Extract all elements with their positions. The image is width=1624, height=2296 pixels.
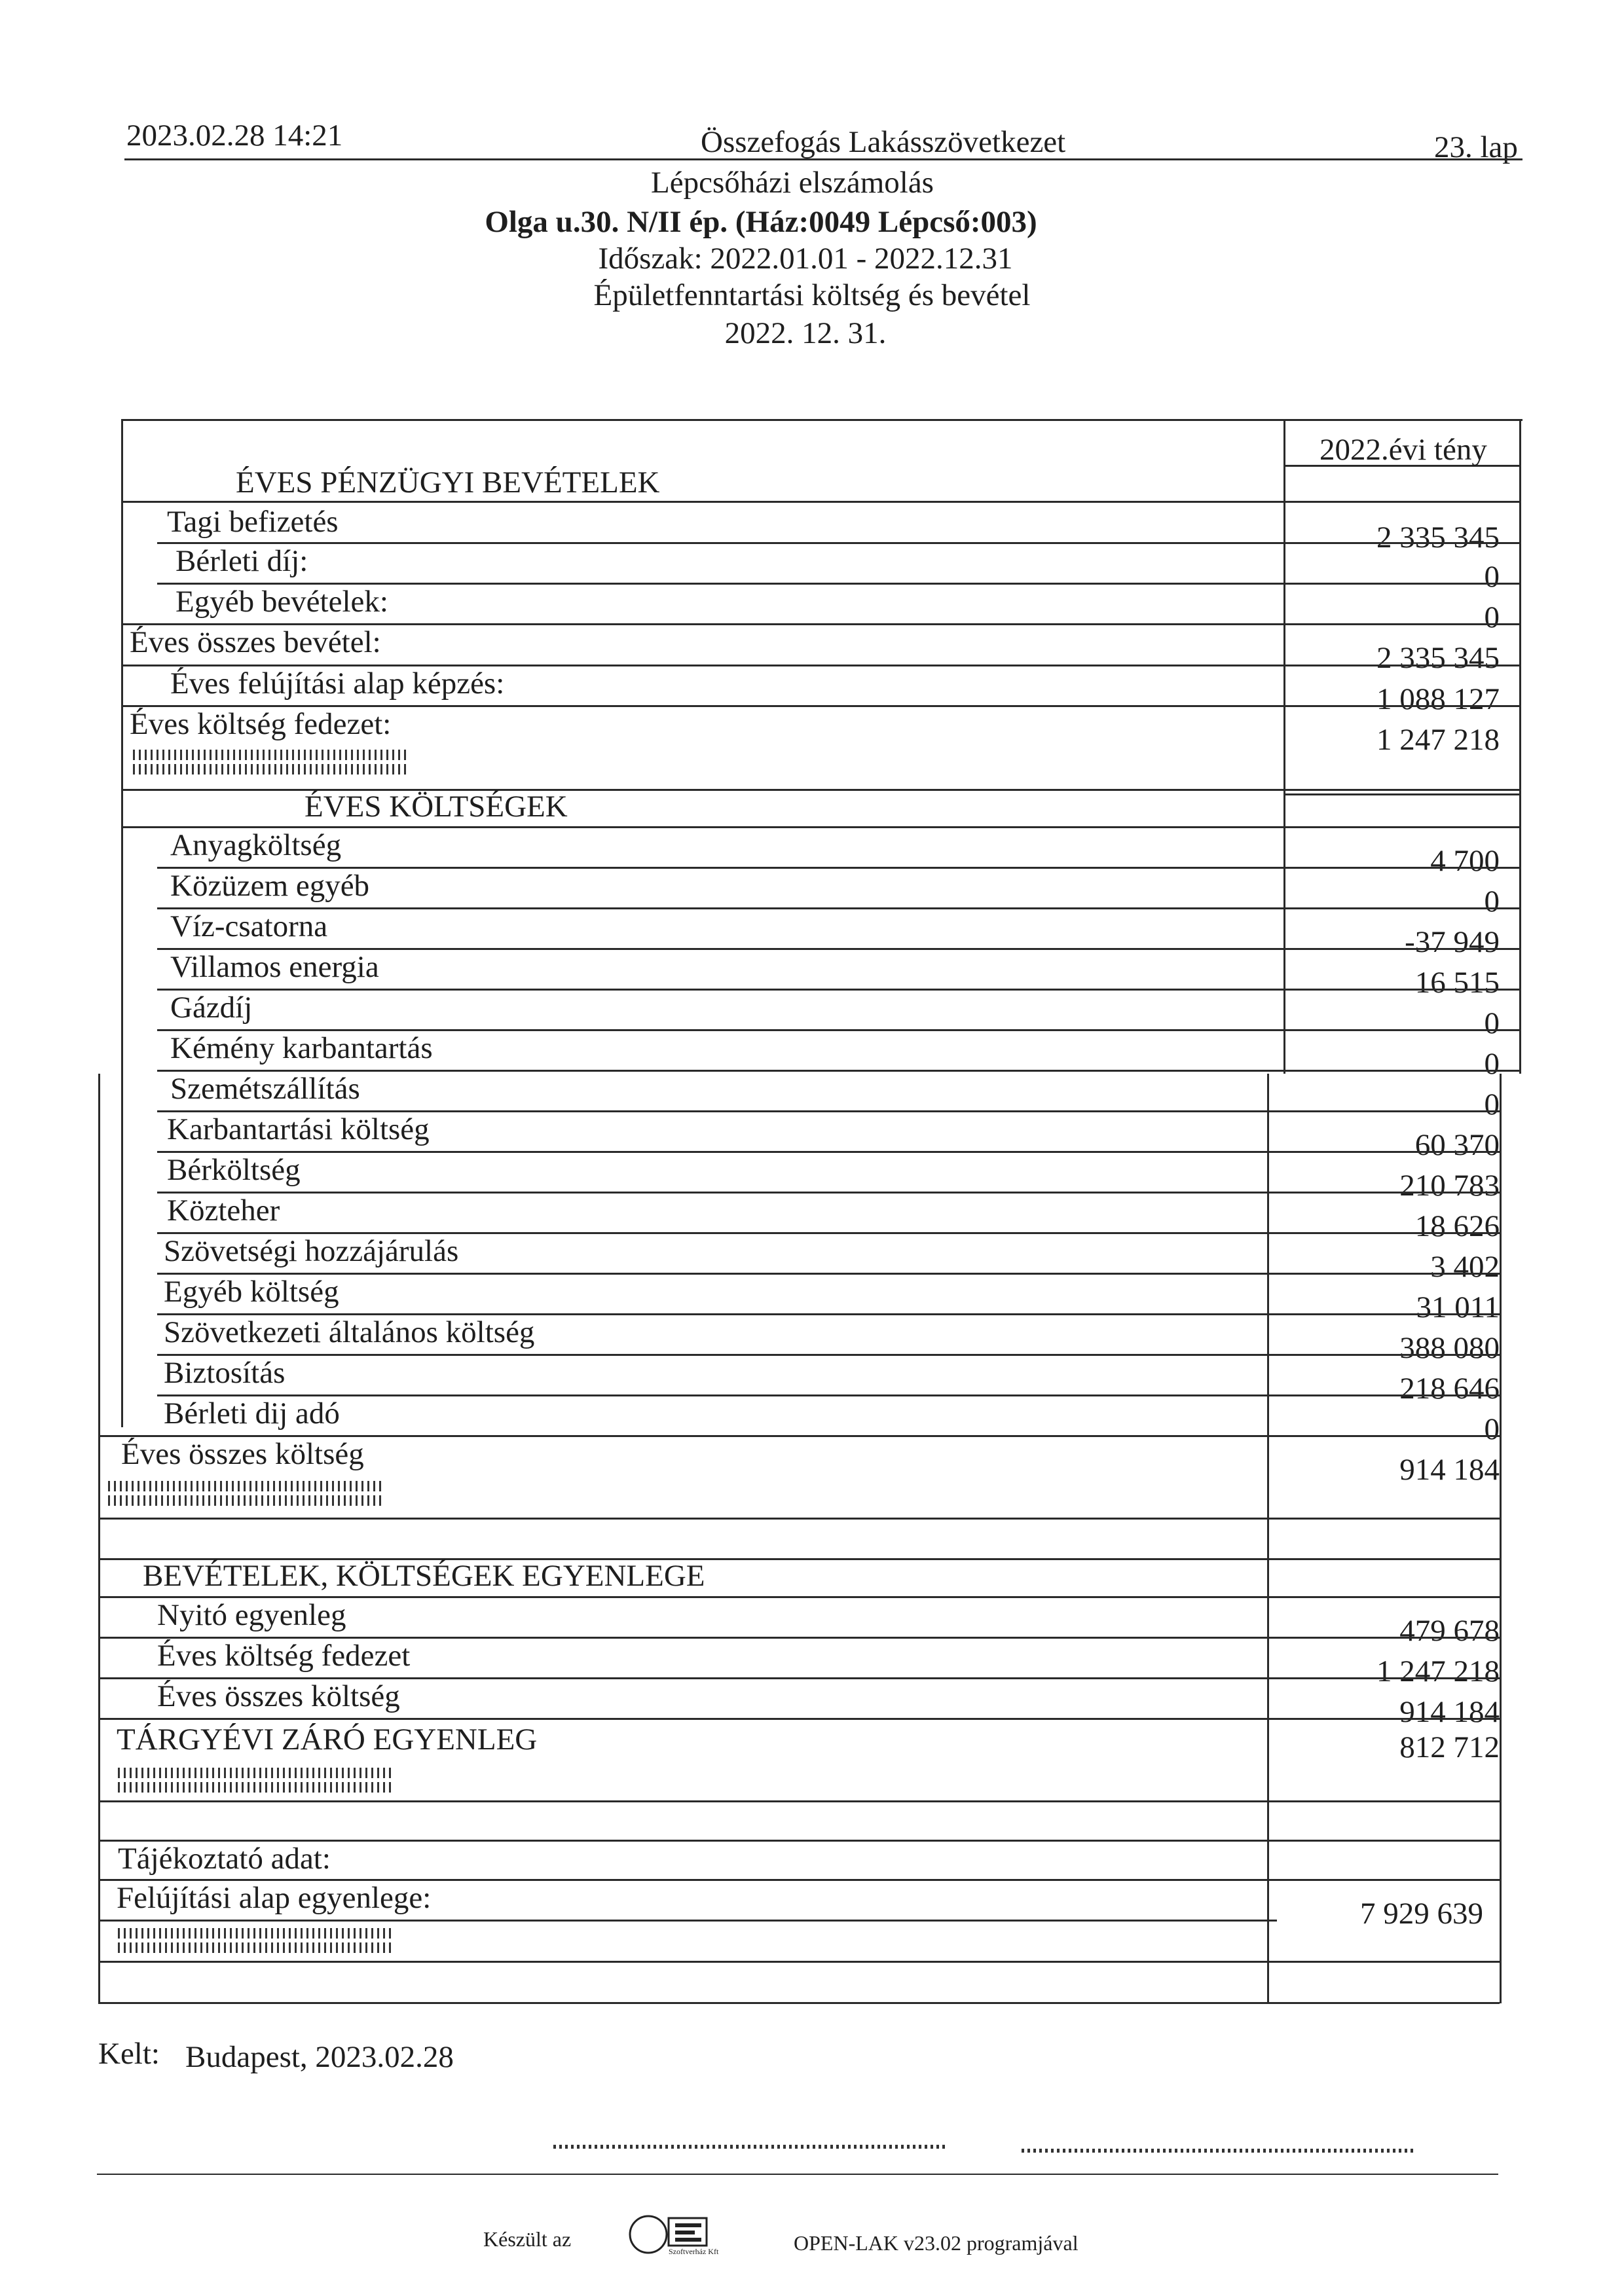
table-row [98,867,1500,919]
report-date: 2022. 12. 31. [724,316,887,350]
row-label: Bérköltség [167,1153,301,1187]
table-row [98,1151,1500,1203]
row-value: 18 626 [1414,1209,1500,1243]
table-row [98,1879,1500,1931]
row-label: Gázdíj [170,991,253,1025]
table-row [98,907,1500,959]
row-label: Éves összes költség [157,1679,400,1713]
table-row [98,1232,1500,1284]
row-value: 0 [1484,1412,1500,1446]
row-label: Kémény karbantartás [170,1031,433,1065]
row-value: 914 184 [1399,1695,1500,1729]
row-label: Egyéb költség [164,1275,339,1309]
table-row [98,503,1500,555]
row-value: 2 335 345 [1376,520,1500,555]
page-number: 23. lap [1434,130,1518,164]
tick-filler [118,1768,393,1794]
row-label: Egyéb bevételek: [175,585,388,619]
costs-title: ÉVES KÖLTSÉGEK [304,790,568,824]
row-value: 210 783 [1399,1169,1500,1203]
row-label: Szövetségi hozzájárulás [164,1234,459,1268]
footer-rule [97,2174,1498,2175]
table-row [98,989,1500,1040]
row-value: 0 [1484,1047,1500,1081]
row-value: 2 335 345 [1376,641,1500,675]
made-with-suffix: OPEN-LAK v23.02 programjával [794,2231,1079,2255]
row-label: Szemétszállítás [170,1072,360,1106]
tick-filler [118,1928,393,1954]
table-row [98,542,1500,594]
row-value: 4 700 [1430,844,1500,878]
row-value: 0 [1484,884,1500,919]
row-label: Éves összes költség [121,1437,364,1471]
open-logo [625,2213,743,2259]
print-datetime: 2023.02.28 14:21 [126,118,343,153]
row-value: 1 088 127 [1376,682,1500,716]
table-row [98,1110,1500,1162]
row-value: 7 929 639 [1360,1897,1483,1931]
row-label: Bérleti díj: [175,544,308,578]
table-row [98,1070,1500,1121]
row-value: 218 646 [1399,1372,1500,1406]
row-value: 31 011 [1416,1290,1500,1324]
row-value: 0 [1484,1006,1500,1040]
row-value: 914 184 [1399,1453,1500,1487]
signature-line-left [553,2145,946,2149]
row-value: 0 [1484,600,1500,634]
table-row [98,1394,1500,1446]
income-title: ÉVES PÉNZÜGYI BEVÉTELEK [236,465,660,500]
table-row [98,1435,1500,1487]
row-label: Éves felújítási alap képzés: [170,666,505,701]
tick-filler [108,1481,383,1507]
table-row [98,948,1500,1000]
row-value: 1 247 218 [1376,723,1500,757]
table-row [98,583,1500,634]
column-header: 2022.évi tény [1320,433,1487,467]
signature-line-right [1022,2149,1414,2153]
table-row [98,1313,1500,1365]
table-row [98,1273,1500,1324]
kelt-value: Budapest, 2023.02.28 [185,2040,454,2074]
row-label: Felújítási alap egyenlege: [117,1881,432,1915]
table-row [98,1029,1500,1081]
info-title: Tájékoztató adat: [118,1842,331,1876]
table-row [98,1637,1500,1688]
row-label: Víz-csatorna [170,909,328,943]
row-value: 3 402 [1430,1250,1500,1284]
table-row [98,705,1500,757]
row-label: Biztosítás [164,1356,286,1390]
tick-filler [133,750,408,776]
row-label: Tagi befizetés [167,505,339,539]
row-label: Éves összes bevétel: [130,625,381,659]
header-rule [124,158,1522,160]
table-row [98,1718,1500,1764]
row-value: 0 [1484,1087,1500,1121]
row-label: Közüzem egyéb [170,869,370,903]
row-label: Nyitó egyenleg [157,1598,346,1632]
row-label: Villamos energia [170,950,379,984]
row-value: 60 370 [1414,1128,1500,1162]
row-value: 388 080 [1399,1331,1500,1365]
balance-title: BEVÉTELEK, KÖLTSÉGEK EGYENLEGE [143,1559,705,1593]
row-label: Közteher [167,1194,280,1228]
table-row [98,826,1500,878]
row-label: TÁRGYÉVI ZÁRÓ EGYENLEG [117,1722,538,1757]
row-value: 0 [1484,560,1500,594]
row-value: -37 949 [1405,925,1500,959]
row-label: Éves költség fedezet: [130,707,392,741]
row-label: Anyagköltség [170,828,342,862]
table-row [98,1354,1500,1406]
row-value: 812 712 [1399,1730,1500,1764]
building-title: Olga u.30. N/II ép. (Ház:0049 Lépcső:003) [485,205,1037,239]
row-label: Karbantartási költség [167,1112,430,1146]
logo-subtext: Szoftverház Kft [669,2247,719,2256]
row-label: Bérleti dij adó [164,1396,340,1430]
table-row [98,1192,1500,1243]
table-row [98,1596,1500,1648]
row-value: 16 515 [1414,966,1500,1000]
made-with-prefix: Készült az [483,2227,572,2251]
report-description: Épületfenntartási költség és bevétel [593,278,1031,312]
organization-name: Összefogás Lakásszövetkezet [701,125,1066,159]
row-label: Éves költség fedezet [157,1639,411,1673]
period: Időszak: 2022.01.01 - 2022.12.31 [598,242,1013,276]
kelt-label: Kelt: [98,2037,160,2071]
row-label: Szövetkezeti általános költség [164,1315,535,1349]
table-row [98,623,1500,675]
table-row [98,665,1500,716]
row-value: 1 247 218 [1376,1654,1500,1688]
table-row [98,1677,1500,1729]
report-subtitle: Lépcsőházi elszámolás [651,166,934,200]
row-value: 479 678 [1399,1614,1500,1648]
